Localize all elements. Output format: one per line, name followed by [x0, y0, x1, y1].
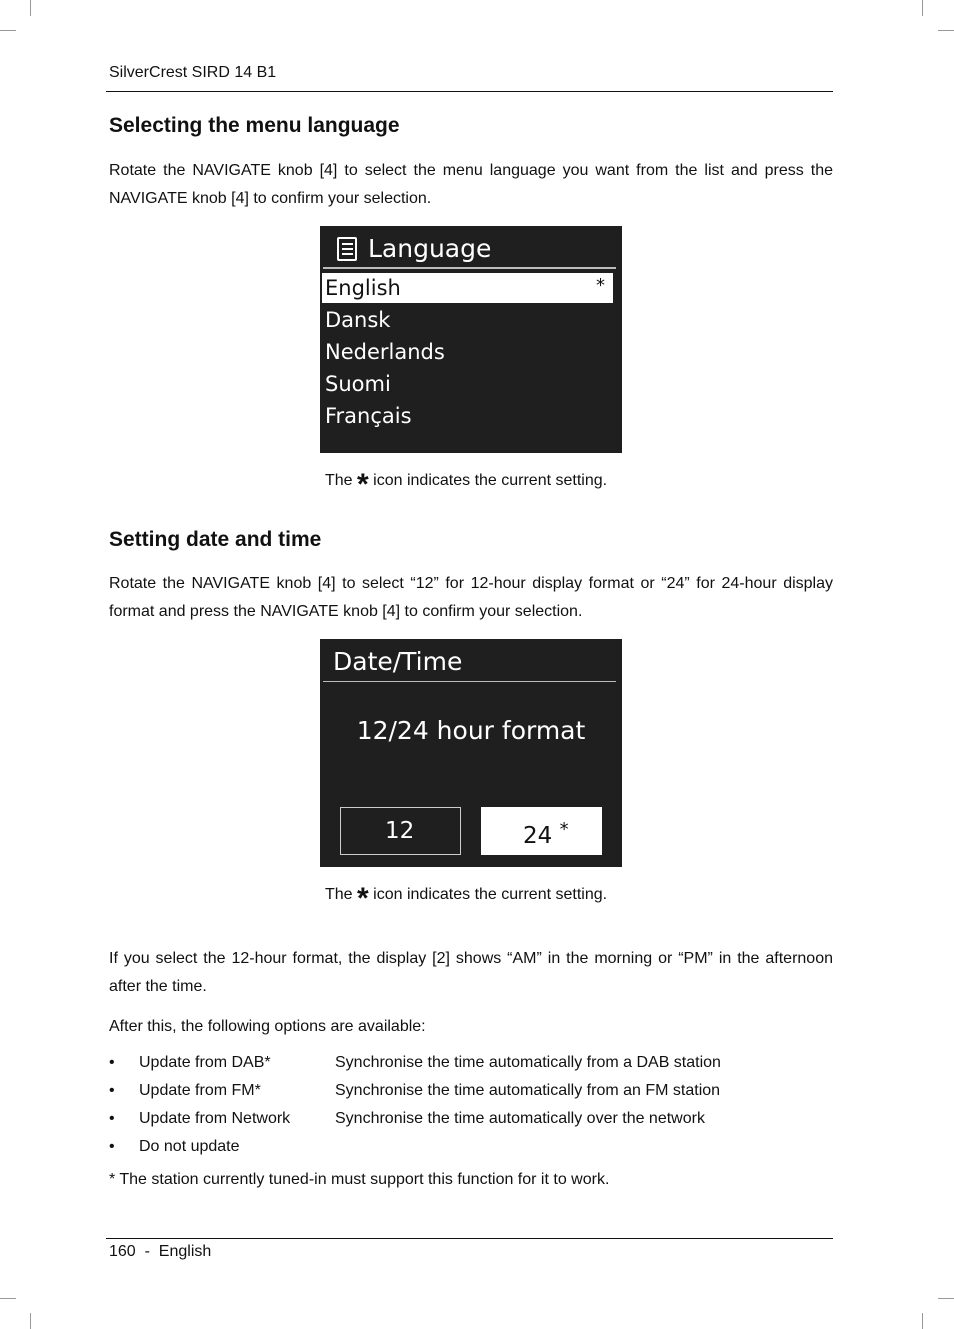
screen-subtitle: 12/24 hour format — [356, 716, 586, 745]
crop-mark — [938, 1298, 954, 1299]
language-option-selected — [322, 273, 613, 303]
language-option: Français — [325, 404, 412, 428]
crop-mark — [30, 0, 31, 16]
figure-caption: The * icon indicates the current setting. — [325, 882, 608, 915]
crop-mark — [30, 1313, 31, 1329]
options-list — [109, 1054, 721, 1189]
language-option: Dansk — [325, 308, 391, 332]
current-setting-marker: * — [596, 275, 605, 296]
option-description: Synchronise the time automatically over the network — [335, 1110, 705, 1127]
screen-divider — [323, 267, 616, 269]
crop-mark — [0, 1298, 16, 1299]
crop-mark — [0, 30, 16, 31]
paragraph-am-pm: If you select the 12-hour format, the display [2] shows “AM” in the morning or “PM” in the afternoon after the time. — [109, 950, 833, 995]
option-name: Update from FM* — [139, 1082, 261, 1099]
list-item — [109, 1110, 705, 1138]
page-footer: 160 - English — [109, 1243, 212, 1260]
option-label: English — [325, 276, 401, 300]
footnote: * The station currently tuned-in must support this function for it to work. — [109, 1171, 610, 1188]
bullet: • — [109, 1082, 115, 1099]
screen-divider — [323, 681, 616, 682]
option-description: Synchronise the time automatically from a DAB station — [335, 1054, 721, 1071]
crop-mark — [938, 30, 954, 31]
crop-mark — [922, 1313, 923, 1329]
current-setting-marker: * — [559, 819, 569, 840]
option-name: Update from Network — [139, 1110, 291, 1127]
star-icon: * — [357, 468, 369, 501]
bullet: • — [109, 1138, 115, 1155]
datetime-screen — [320, 639, 622, 867]
running-header: SilverCrest SIRD 14 B1 — [109, 64, 277, 81]
screen-title: Date/Time — [333, 647, 463, 676]
bullet: • — [109, 1110, 115, 1127]
language-option: Nederlands — [325, 340, 445, 364]
header-rule — [106, 91, 833, 92]
section-heading-language: Selecting the menu language — [109, 114, 400, 137]
section-text-datetime: Rotate the NAVIGATE knob [4] to select “12” for 12-hour display format or “24” for 24-hour display format and press the NAVIGATE knob [4] to confirm your selection. — [109, 575, 833, 620]
option-description: Synchronise the time automatically from an FM station — [335, 1082, 721, 1099]
list-item — [109, 1082, 721, 1110]
list-icon — [337, 237, 357, 261]
list-item — [109, 1054, 721, 1082]
format-12-option: 12 — [340, 807, 461, 855]
option-name: Update from DAB* — [139, 1054, 271, 1071]
bullet: • — [109, 1054, 115, 1071]
screen-title: Language — [368, 234, 492, 263]
option-name: Do not update — [139, 1138, 240, 1155]
paragraph-options-intro: After this, the following options are available: — [109, 1018, 426, 1035]
language-option: Suomi — [325, 372, 391, 396]
star-icon: * — [357, 882, 369, 915]
figure-caption: The * icon indicates the current setting. — [325, 468, 608, 501]
footer-rule — [106, 1238, 833, 1239]
list-item — [109, 1138, 609, 1166]
crop-mark — [922, 0, 923, 16]
format-24-option-selected: 24 * — [481, 807, 602, 855]
language-screen — [320, 226, 622, 453]
section-heading-datetime: Setting date and time — [109, 528, 322, 551]
section-text-language: Rotate the NAVIGATE knob [4] to select the menu language you want from the list and press the NAVIGATE knob [4] to confirm your selection. — [109, 162, 833, 207]
